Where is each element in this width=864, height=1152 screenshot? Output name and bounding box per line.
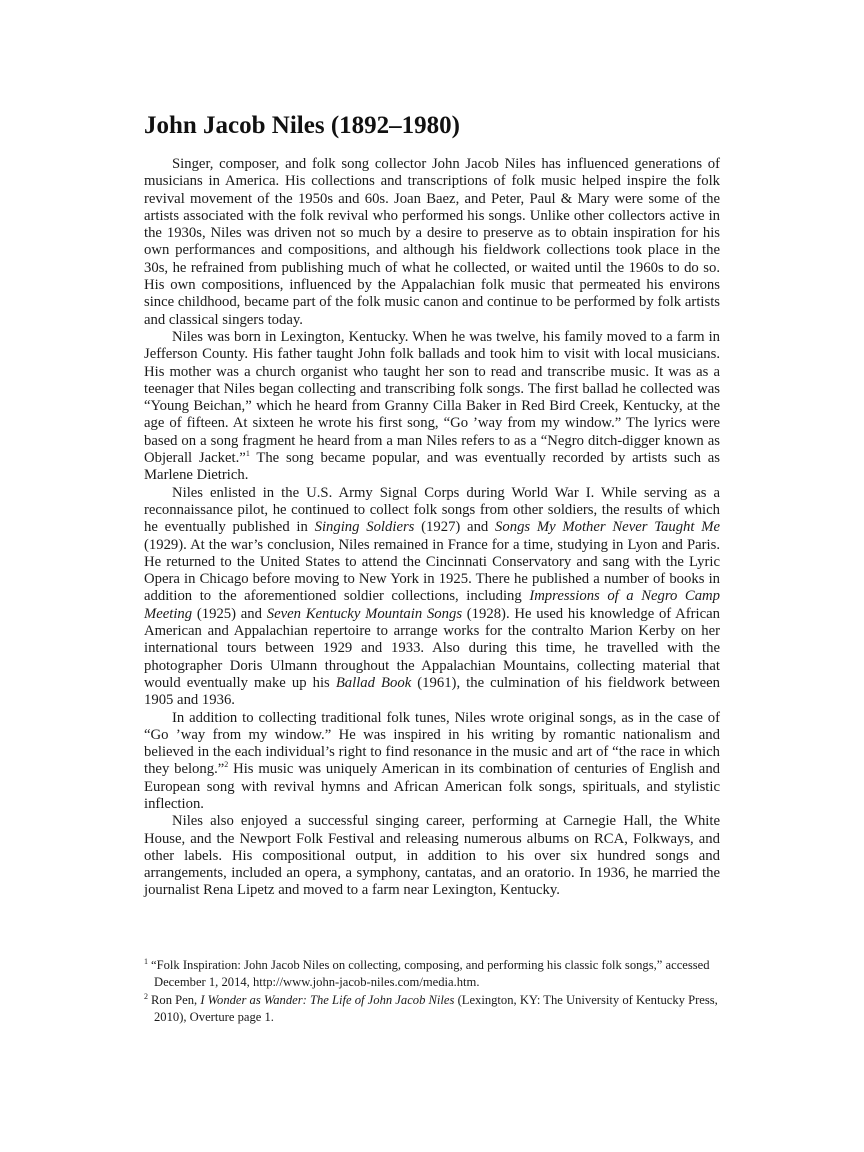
paragraph-1-text: Singer, composer, and folk song collector John Jacob Niles has influenced generations of musicians in America. His collections and transcriptions of folk music helped inspire the folk revival movement of the 1950s and 60s. Joan Baez, and Peter, Paul & Mary were some of the artists associated with the folk revival who performed his songs. Unlike other collectors active in the 1930s, Niles was driven not so much by a desire to preserve as to obtain inspiration for his own performances and compositions, and although his fieldwork collections took place in the 30s, he refrained from publishing much of what he collected, or waited until the 1960s to do so. His own compositions, influenced by the Appalachian folk music that permeated his environs since childhood, became part of the folk music canon and continue to be performed by folk artists and classical singers today. [144,156,720,328]
paragraph-2-text-b: The song became popular, and was eventually recorded by artists such as Marlene Dietrich. [144,450,720,484]
footnote-2-text-b: (Lexington, KY: The University of Kentucky Press, 2010), Overture page 1. [154,993,718,1024]
book-title-singing-soldiers: Singing Soldiers [314,519,415,536]
paragraph-4-text-b: His music was uniquely American in its combination of centuries of English and European song with revival hymns and African American folk songs, spirituals, and stylistic inflection. [144,761,721,812]
paragraph-3-text-c: (1929). At the war’s conclusion, Niles remained in France for a time, studying in Lyon and Paris. He returned to the United States to attend the Cincinnati Conservatory and sang with the Lyric Opera in Chicago before moving to New York in 1925. There he published a number of books in addition to the aforementioned soldier collections, including [144,536,720,605]
paragraph-3-text-d: (1925) and [192,605,267,622]
footnote-ref-1[interactable]: 1 [245,449,250,459]
footnote-2-text-a: Ron Pen, [151,993,201,1007]
paragraph-2-text-a: Niles was born in Lexington, Kentucky. When he was twelve, his family moved to a farm in Jefferson County. His father taught John folk ballads and took him to visit with local musicians. His mother was a church organist who taught her son to read and transcribe music. It was as a teenager that Niles began collecting and transcribing folk songs. The first ballad he collected was “Young Beichan,” which he heard from Granny Cilla Baker in Red Bird Creek, Kentucky, at the age of fifteen. At sixteen he wrote his first song, “Go ’way from my window.” The lyrics were based on a song fragment he heard from a man Niles refers to as a “Negro ditch-digger known as Objerall Jacket.” [144,328,720,467]
book-title-seven-kentucky: Seven Kentucky Mountain Songs [266,605,463,622]
paragraph-1 [144,156,720,329]
footnote-1 [144,957,720,990]
paragraph-5-text: Niles also enjoyed a successful singing career, performing at Carnegie Hall, the White House, and the Newport Folk Festival and releasing numerous albums on RCA, Folkways, and other labels. His compositional output, in addition to his over six hundred songs and arrangements, included an opera, a symphony, cantatas, and an oratorio. In 1936, he married the journalist Rena Lipetz and moved to a farm near Lexington, Kentucky. [144,813,720,899]
paragraph-3-text-a: Niles enlisted in the U.S. Army Signal Corps during World War I. While serving as a reconnaissance pilot, he continued to collect folk songs from other soldiers, the results of which he eventually published in [144,484,720,536]
paragraph-2 [144,329,720,485]
book-title-impressions: Impressions of a Negro Camp Meeting [144,588,721,622]
page-title: John Jacob Niles (1892–1980) [144,112,460,139]
paragraph-4 [144,710,720,814]
footnote-2 [144,992,720,1025]
paragraph-3-text-e: (1928). He used his knowledge of African American and Appalachian repertoire to arrange works for the contralto Marion Kerby on her international tours between 1929 and 1933. Also during this time, he travelled with the photographer Doris Ulmann throughout the Appalachian Mountains, collecting material that would eventually make up his [144,605,720,691]
footnote-2-number: 2 [144,991,148,1001]
article-body [144,156,720,900]
book-title-ballad-book: Ballad Book [335,674,412,691]
paragraph-4-text-a: In addition to collecting traditional folk tunes, Niles wrote original songs, as in the case of “Go ’way from my window.” He was inspired in his writing by romantic nationalism and believed in the each individual’s right to find resonance in the music and art of “the race in which they belong.” [144,709,720,778]
book-title-songs-my-mother: Songs My Mother Never Taught Me [495,519,720,536]
footnote-ref-2[interactable]: 2 [224,760,229,770]
footnote-1-text: “Folk Inspiration: John Jacob Niles on collecting, composing, and performing his classic folk songs,” accessed December 1, 2014, http://www.john-jacob-niles.com/media.htm. [151,958,710,989]
paragraph-3-text-b: (1927) and [414,519,496,536]
paragraph-5 [144,813,720,899]
paragraph-3-text-f: (1961), the culmination of his fieldwork between 1905 and 1936. [144,674,720,709]
footnote-2-book-title: I Wonder as Wander: The Life of John Jacob Niles [200,993,455,1007]
footnote-1-number: 1 [144,956,148,966]
paragraph-3 [144,485,720,710]
footnotes [144,957,720,1027]
